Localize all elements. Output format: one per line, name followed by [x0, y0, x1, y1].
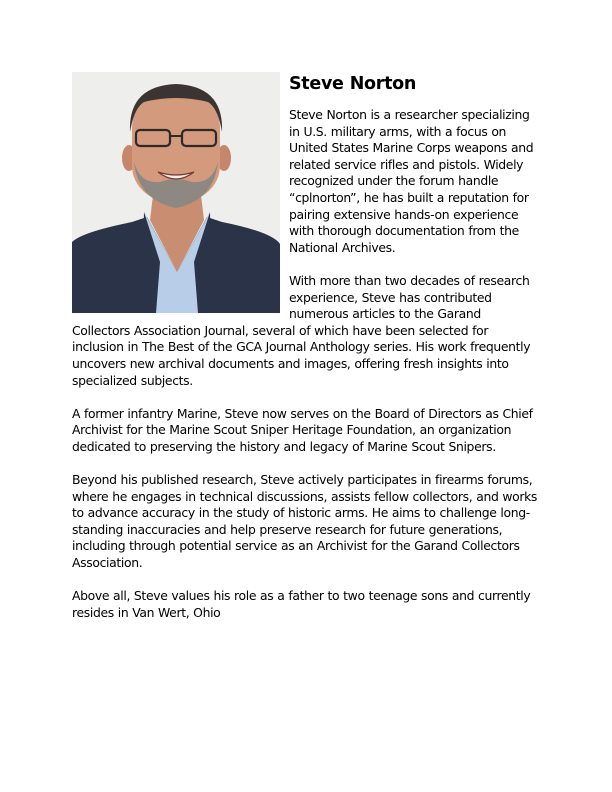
- bio-paragraph: Above all, Steve values his role as a father to two teenage sons and currently resides in Van Wert, Ohio: [72, 588, 531, 620]
- bio-page: [72, 72, 542, 638]
- bio-paragraph: Steve Norton is a researcher specializing in U.S. military arms, with a focus on United States Marine Corps weapons and related service rifles and pistols. Widely recognized under the forum handle “cplnorton”, he has built a reputation for pairing extensive hands-on experience with thorough documentation from the National Archives.: [289, 107, 534, 255]
- person-name-heading: Steve Norton: [289, 74, 417, 94]
- portrait-photo: [72, 72, 280, 313]
- bio-paragraph: A former infantry Marine, Steve now serves on the Board of Directors as Chief Archivist for the Marine Scout Sniper Heritage Foundation, an organization dedicated to preserving the history and legacy of Marine Scout Snipers.: [72, 405, 533, 454]
- bio-paragraph: Beyond his published research, Steve actively participates in firearms forums, where he engages in technical discussions, assists fellow collectors, and works to advance accuracy in the study of historic arms. He aims to challenge long-standing inaccuracies and help preserve research for future generations, including through potential service as an Archivist for the Garand Collectors Association.: [72, 472, 538, 571]
- bio-paragraph: With more than two decades of research experience, Steve has contributed numerous articles to the Garand Collectors Association Journal, several of which have been selected for inclusion in The Best of the GCA Journal Anthology series. His work frequently uncovers new archival documents and images, offering fresh insights into specialized subjects.: [72, 272, 531, 388]
